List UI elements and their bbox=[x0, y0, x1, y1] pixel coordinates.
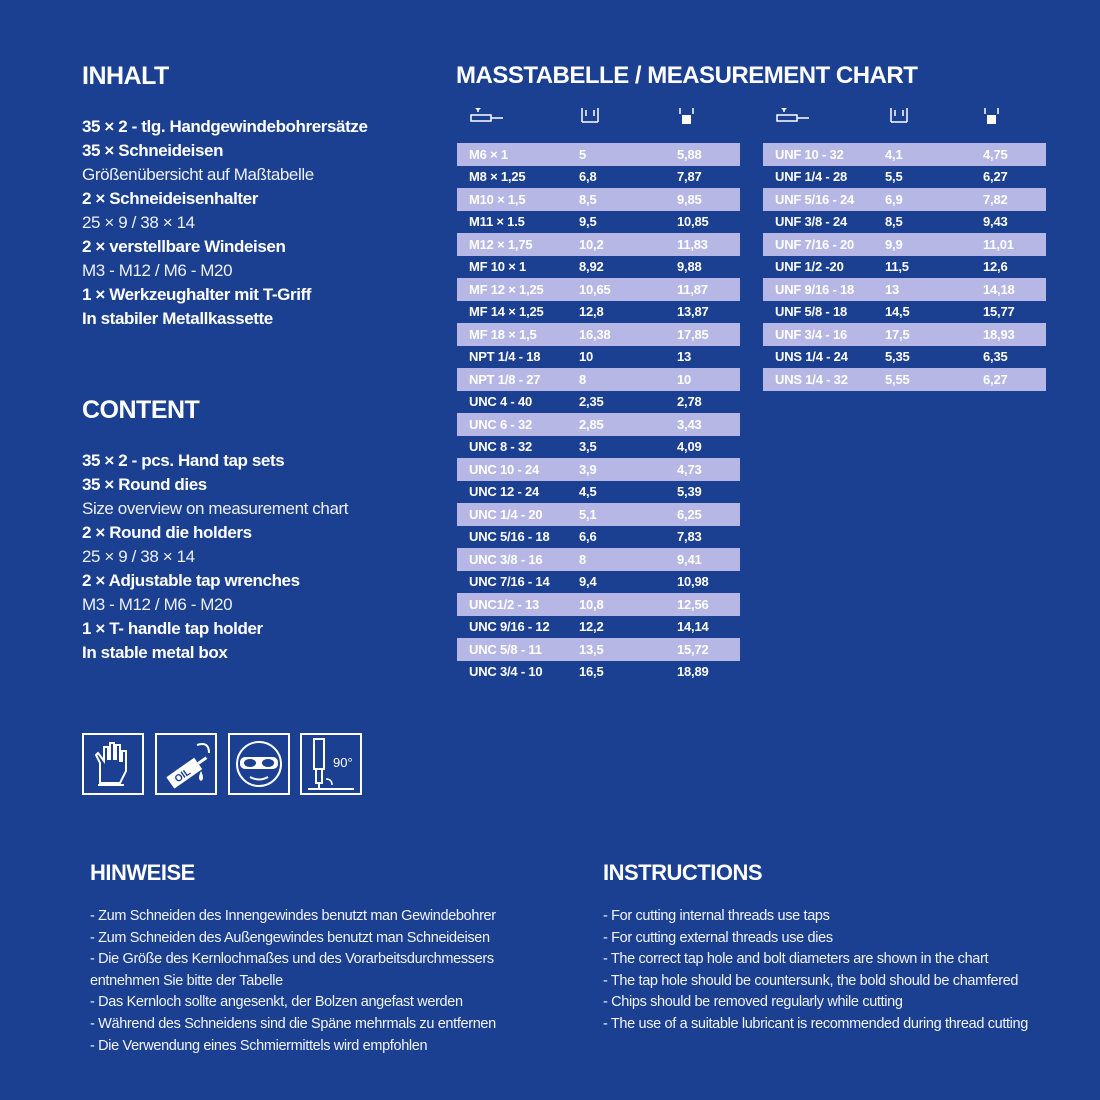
thread-size-cell: NPT 1/4 - 18 bbox=[469, 349, 541, 365]
list-item: - Zum Schneiden des Außengewindes benutzt man Schneideisen bbox=[90, 929, 490, 946]
core-hole-cell: 11,5 bbox=[885, 259, 909, 275]
table-row bbox=[763, 301, 1046, 324]
core-hole-cell: 2,85 bbox=[567, 413, 665, 436]
thread-size-cell: MF 14 × 1,25 bbox=[469, 304, 544, 320]
list-item: - For cutting internal threads use taps bbox=[603, 908, 830, 924]
pre-drill-cell: 13 bbox=[677, 349, 692, 365]
content-list bbox=[82, 449, 442, 665]
thread-size-cell: UNF 7/16 - 20 bbox=[763, 233, 873, 256]
list-item: M3 - M12 / M6 - M20 bbox=[82, 261, 233, 280]
list-item: Size overview on measurement chart bbox=[82, 499, 349, 518]
table-row bbox=[457, 143, 740, 166]
thread-size-cell: UNF 5/8 - 18 bbox=[775, 304, 848, 320]
list-item: - Während des Schneidens sind die Späne mehrmals zu entfernen bbox=[90, 1015, 496, 1032]
core-hole-cell: 10 bbox=[579, 349, 594, 365]
pre-drill-cell: 9,85 bbox=[665, 188, 740, 211]
thread-size-cell: UNC 3/4 - 10 bbox=[469, 664, 543, 680]
list-item: - Die Größe des Kernlochmaßes und des Vorarbeitsdurchmessers bbox=[90, 951, 494, 968]
pre-drill-cell: 12,56 bbox=[665, 593, 740, 616]
thread-size-cell: UNF 5/16 - 24 bbox=[763, 188, 873, 211]
pre-drill-cell: 18,93 bbox=[971, 323, 1046, 346]
table-row bbox=[457, 368, 740, 391]
thread-size-cell: UNS 1/4 - 24 bbox=[775, 349, 848, 365]
table-row bbox=[457, 526, 740, 549]
thread-size-cell: UNC 7/16 - 14 bbox=[469, 574, 550, 590]
table-row bbox=[457, 436, 740, 459]
table-row bbox=[457, 638, 740, 661]
chart-heading: MASSTABELLE / MEASUREMENT CHART bbox=[456, 62, 918, 89]
list-item: 35 × Schneideisen bbox=[82, 141, 224, 160]
pre-drill-cell: 11,83 bbox=[665, 233, 740, 256]
table-row bbox=[763, 368, 1046, 391]
list-item: In stabiler Metallkassette bbox=[82, 309, 273, 328]
table-row bbox=[457, 661, 740, 684]
list-item: 1 × T- handle tap holder bbox=[82, 619, 263, 638]
core-hole-cell: 17,5 bbox=[873, 323, 971, 346]
core-hole-cell: 3,5 bbox=[579, 439, 597, 455]
core-hole-cell: 10,2 bbox=[567, 233, 665, 256]
table-row bbox=[457, 391, 740, 414]
pre-drill-cell: 3,43 bbox=[665, 413, 740, 436]
pre-drill-cell: 9,43 bbox=[983, 214, 1008, 230]
thread-size-cell: UNS 1/4 - 32 bbox=[763, 368, 873, 391]
table-row bbox=[457, 616, 740, 639]
pre-drill-cell: 6,35 bbox=[983, 349, 1008, 365]
core-hole-cell: 10,8 bbox=[567, 593, 665, 616]
pre-drill-cell: 5,39 bbox=[677, 484, 702, 500]
list-item: 2 × Schneideisenhalter bbox=[82, 189, 258, 208]
core-hole-cell: 8,5 bbox=[567, 188, 665, 211]
core-hole-cell: 9,9 bbox=[873, 233, 971, 256]
core-hole-cell: 9,5 bbox=[579, 214, 597, 230]
thread-size-cell: UNC 12 - 24 bbox=[469, 484, 540, 500]
list-item: 2 × Adjustable tap wrenches bbox=[82, 571, 300, 590]
inhalt-list bbox=[82, 115, 442, 331]
pre-drill-cell: 15,72 bbox=[665, 638, 740, 661]
table-row bbox=[763, 211, 1046, 234]
thread-size-cell: UNC 8 - 32 bbox=[469, 439, 533, 455]
list-item: 2 × verstellbare Windeisen bbox=[82, 237, 286, 256]
pre-drill-cell: 11,01 bbox=[971, 233, 1046, 256]
thread-size-cell: UNC 5/16 - 18 bbox=[469, 529, 550, 545]
table-row bbox=[457, 188, 740, 211]
table-row bbox=[457, 413, 740, 436]
list-item: entnehmen Sie bitte der Tabelle bbox=[90, 972, 283, 989]
list-item: - The tap hole should be countersunk, the bold should be chamfered bbox=[603, 972, 1019, 989]
table-row bbox=[763, 278, 1046, 301]
core-hole-cell: 9,4 bbox=[579, 574, 597, 590]
thread-size-cell: UNC1/2 - 13 bbox=[457, 593, 567, 616]
thread-size-cell: UNC 1/4 - 20 bbox=[457, 503, 567, 526]
pre-drill-cell: 4,73 bbox=[665, 458, 740, 481]
instructions-list bbox=[603, 906, 1063, 1036]
core-hole-cell: 6,8 bbox=[579, 169, 597, 185]
thread-size-cell: UNC 4 - 40 bbox=[469, 394, 533, 410]
list-item: - Die Verwendung eines Schmiermittels wird empfohlen bbox=[90, 1037, 428, 1054]
measurement-table-right bbox=[763, 143, 1046, 391]
core-hole-cell: 8,92 bbox=[579, 259, 604, 275]
table-row bbox=[457, 458, 740, 481]
thread-size-cell: UNC 6 - 32 bbox=[457, 413, 567, 436]
core-hole-cell: 12,2 bbox=[579, 619, 604, 635]
table-row bbox=[457, 301, 740, 324]
thread-size-cell: UNC 5/8 - 11 bbox=[457, 638, 567, 661]
pre-drill-cell: 7,82 bbox=[971, 188, 1046, 211]
thread-size-cell: UNF 1/4 - 28 bbox=[775, 169, 848, 185]
pre-drill-cell: 6,27 bbox=[971, 368, 1046, 391]
table-row bbox=[763, 143, 1046, 166]
pre-drill-cell: 7,87 bbox=[677, 169, 702, 185]
pre-drill-cell: 18,89 bbox=[677, 664, 709, 680]
thread-size-cell: UNF 10 - 32 bbox=[763, 143, 873, 166]
thread-size-cell: M12 × 1,75 bbox=[457, 233, 567, 256]
instructions-heading: INSTRUCTIONS bbox=[603, 860, 762, 885]
table-row bbox=[763, 256, 1046, 279]
pre-drill-cell: 2,78 bbox=[677, 394, 702, 410]
hinweise-list bbox=[90, 906, 530, 1057]
pre-drill-cell: 6,25 bbox=[665, 503, 740, 526]
pre-drill-cell: 15,77 bbox=[983, 304, 1015, 320]
pre-drill-cell: 10 bbox=[665, 368, 740, 391]
thread-size-cell: MF 10 × 1 bbox=[469, 259, 527, 275]
gloves-icon bbox=[82, 733, 144, 795]
core-hole-cell: 4,1 bbox=[873, 143, 971, 166]
thread-size-icon bbox=[776, 106, 810, 126]
table-row bbox=[763, 166, 1046, 189]
thread-size-cell: MF 18 × 1,5 bbox=[457, 323, 567, 346]
thread-size-cell: M6 × 1 bbox=[457, 143, 567, 166]
pre-drill-diameter-icon bbox=[982, 106, 1002, 126]
inhalt-heading: INHALT bbox=[82, 62, 169, 90]
thread-size-cell: NPT 1/8 - 27 bbox=[457, 368, 567, 391]
core-hole-cell: 10,65 bbox=[567, 278, 665, 301]
list-item: - The use of a suitable lubricant is recommended during thread cutting bbox=[603, 1015, 1028, 1032]
list-item: - The correct tap hole and bolt diameters are shown in the chart bbox=[603, 951, 989, 968]
thread-size-cell: UNF 1/2 -20 bbox=[775, 259, 844, 275]
pre-drill-cell: 9,88 bbox=[677, 259, 702, 275]
table-row bbox=[457, 481, 740, 504]
core-hole-cell: 13,5 bbox=[567, 638, 665, 661]
core-hole-diameter-icon bbox=[578, 106, 604, 126]
pre-drill-cell: 11,87 bbox=[665, 278, 740, 301]
core-hole-cell: 5,1 bbox=[567, 503, 665, 526]
list-item: - For cutting external threads use dies bbox=[603, 929, 833, 946]
table-row bbox=[457, 593, 740, 616]
core-hole-cell: 5 bbox=[567, 143, 665, 166]
core-hole-cell: 16,5 bbox=[579, 664, 604, 680]
oil-label: OIL bbox=[172, 766, 193, 786]
table-row bbox=[457, 278, 740, 301]
core-hole-cell: 6,9 bbox=[873, 188, 971, 211]
pre-drill-cell: 7,83 bbox=[677, 529, 702, 545]
core-hole-cell: 8,5 bbox=[885, 214, 903, 230]
hinweise-heading: HINWEISE bbox=[90, 860, 195, 885]
list-item: 35 × Round dies bbox=[82, 475, 207, 494]
pre-drill-cell: 5,88 bbox=[665, 143, 740, 166]
pre-drill-cell: 9,41 bbox=[665, 548, 740, 571]
pre-drill-cell: 6,27 bbox=[983, 169, 1008, 185]
list-item: 35 × 2 - pcs. Hand tap sets bbox=[82, 451, 285, 470]
core-hole-cell: 16,38 bbox=[567, 323, 665, 346]
list-item: 25 × 9 / 38 × 14 bbox=[82, 213, 195, 232]
pre-drill-cell: 14,18 bbox=[971, 278, 1046, 301]
list-item: - Das Kernloch sollte angesenkt, der Bolzen angefast werden bbox=[90, 994, 463, 1011]
thread-size-cell: M8 × 1,25 bbox=[469, 169, 526, 185]
core-hole-cell: 6,6 bbox=[579, 529, 597, 545]
core-hole-cell: 5,35 bbox=[885, 349, 910, 365]
table-row bbox=[457, 323, 740, 346]
core-hole-cell: 3,9 bbox=[567, 458, 665, 481]
table-row bbox=[763, 233, 1046, 256]
pre-drill-diameter-icon bbox=[677, 106, 697, 126]
core-hole-cell: 4,5 bbox=[579, 484, 597, 500]
list-item: 25 × 9 / 38 × 14 bbox=[82, 547, 195, 566]
core-hole-cell: 8 bbox=[567, 368, 665, 391]
pre-drill-cell: 12,6 bbox=[983, 259, 1008, 275]
table-row bbox=[457, 211, 740, 234]
core-hole-cell: 14,5 bbox=[885, 304, 910, 320]
pre-drill-cell: 10,85 bbox=[677, 214, 709, 230]
angle-label: 90° bbox=[333, 755, 353, 770]
table-row bbox=[763, 323, 1046, 346]
thread-size-cell: M10 × 1,5 bbox=[457, 188, 567, 211]
measurement-table-left bbox=[457, 143, 740, 683]
table-row bbox=[763, 346, 1046, 369]
core-hole-diameter-icon bbox=[887, 106, 913, 126]
oil-can-icon bbox=[155, 733, 217, 795]
thread-size-cell: UNF 3/4 - 16 bbox=[763, 323, 873, 346]
core-hole-cell: 13 bbox=[873, 278, 971, 301]
thread-size-cell: UNC 9/16 - 12 bbox=[469, 619, 550, 635]
list-item: Größenübersicht auf Maßtabelle bbox=[82, 165, 314, 184]
safety-goggles-icon bbox=[228, 733, 290, 795]
thread-size-icon bbox=[470, 106, 504, 126]
table-row bbox=[457, 571, 740, 594]
table-row bbox=[457, 233, 740, 256]
pre-drill-cell: 4,75 bbox=[971, 143, 1046, 166]
list-item: - Chips should be removed regularly while cutting bbox=[603, 994, 903, 1011]
table-row bbox=[457, 166, 740, 189]
list-item: 1 × Werkzeughalter mit T-Griff bbox=[82, 285, 312, 304]
core-hole-cell: 5,5 bbox=[885, 169, 903, 185]
thread-size-cell: UNC 10 - 24 bbox=[457, 458, 567, 481]
table-row bbox=[763, 188, 1046, 211]
list-item: 35 × 2 - tlg. Handgewindebohrersätze bbox=[82, 117, 368, 136]
thread-size-cell: M11 × 1.5 bbox=[469, 214, 525, 230]
core-hole-cell: 5,55 bbox=[873, 368, 971, 391]
thread-size-cell: UNF 3/8 - 24 bbox=[775, 214, 848, 230]
right-angle-icon bbox=[300, 733, 362, 795]
table-row bbox=[457, 346, 740, 369]
table-row bbox=[457, 548, 740, 571]
list-item: M3 - M12 / M6 - M20 bbox=[82, 595, 233, 614]
core-hole-cell: 2,35 bbox=[579, 394, 604, 410]
list-item: In stable metal box bbox=[82, 643, 228, 662]
thread-size-cell: UNF 9/16 - 18 bbox=[763, 278, 873, 301]
table-row bbox=[457, 256, 740, 279]
table-row bbox=[457, 503, 740, 526]
core-hole-cell: 12,8 bbox=[579, 304, 604, 320]
list-item: 2 × Round die holders bbox=[82, 523, 252, 542]
pre-drill-cell: 4,09 bbox=[677, 439, 702, 455]
core-hole-cell: 8 bbox=[567, 548, 665, 571]
pre-drill-cell: 13,87 bbox=[677, 304, 709, 320]
pre-drill-cell: 10,98 bbox=[677, 574, 709, 590]
list-item: - Zum Schneiden des Innengewindes benutzt man Gewindebohrer bbox=[90, 908, 496, 924]
pre-drill-cell: 14,14 bbox=[677, 619, 709, 635]
thread-size-cell: UNC 3/8 - 16 bbox=[457, 548, 567, 571]
pre-drill-cell: 17,85 bbox=[665, 323, 740, 346]
thread-size-cell: MF 12 × 1,25 bbox=[457, 278, 567, 301]
content-heading: CONTENT bbox=[82, 396, 200, 424]
